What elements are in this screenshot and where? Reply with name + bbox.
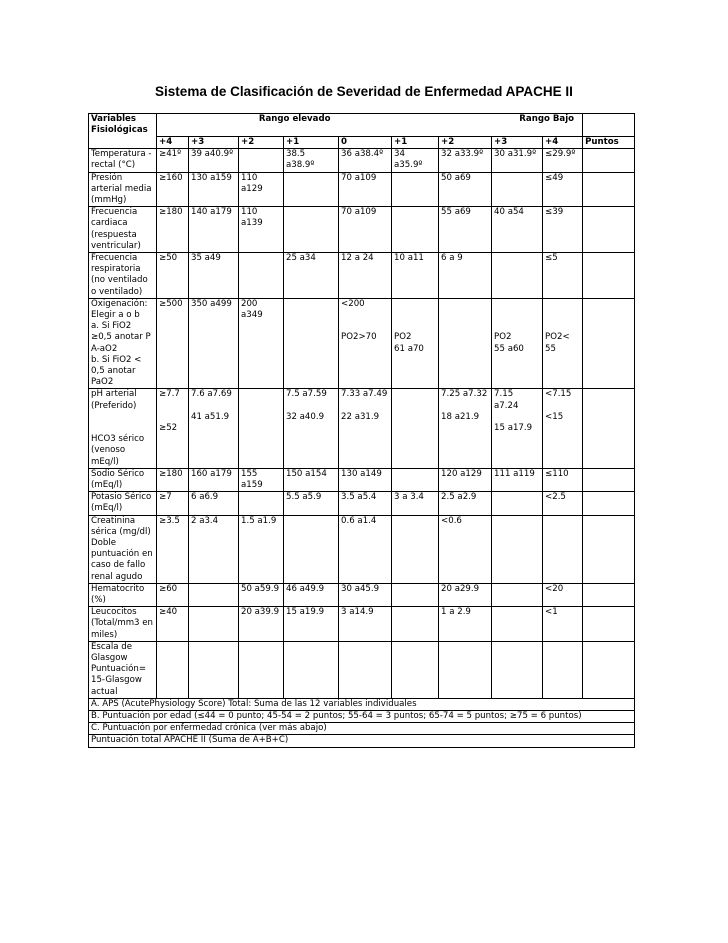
range-cell: 39 a40.9º [189,149,239,172]
variable-name: Creatinina sérica (mg/dl) Doble puntuación en caso de fallo renal agudo [89,515,157,583]
range-cell: 130 a159 [189,172,239,207]
range-cell [492,607,543,642]
range-cell: 46 a49.9 [284,583,339,606]
header-blank [89,136,157,148]
range-cell: <1 [543,607,583,642]
range-cell: 7.5 a7.59 32 a40.9 [284,389,339,468]
range-cell: 200 a349 [239,298,284,389]
header-empty-cell [583,114,635,137]
range-cell: PO2 55 a60 [492,298,543,389]
header-col: +3 [492,136,543,148]
page-title: Sistema de Clasificación de Severidad de Enfermedad APACHE II [155,84,573,99]
range-cell: 6 a 9 [439,252,492,298]
table-row [89,468,635,491]
table-row [89,641,635,698]
range-cell: <200 PO2>70 [339,298,392,389]
range-cell: 150 a154 [284,468,339,491]
range-cell: 30 a45.9 [339,583,392,606]
variable-name: Temperatura - rectal (°C) [89,149,157,172]
range-cell: 30 a31.9º [492,149,543,172]
range-cell [392,583,439,606]
range-cell: 2 a3.4 [189,515,239,583]
range-cell: ≥50 [157,252,189,298]
variable-name: Hematocrito (%) [89,583,157,606]
range-cell: ≥160 [157,172,189,207]
range-cell [492,641,543,698]
footer-text: B. Puntuación por edad (≤44 = 0 punto; 45-54 = 2 puntos; 55-64 = 3 puntos; 65-74 = 5 puntos; ≥75 = 6 puntos) [89,711,635,723]
points-cell [583,252,635,298]
footer-row [89,698,635,710]
points-cell [583,641,635,698]
range-cell: <7.15 <15 [543,389,583,468]
footer-text: Puntuación total APACHE II (Suma de A+B+C) [89,735,635,747]
range-cell: 32 a33.9º [439,149,492,172]
header-col: +1 [392,136,439,148]
range-cell: ≥3.5 [157,515,189,583]
range-cell [157,641,189,698]
range-cell: 55 a69 [439,207,492,253]
range-cell: 111 a119 [492,468,543,491]
range-cell [543,641,583,698]
range-cell: 110 a129 [239,172,284,207]
range-cell: ≥180 [157,207,189,253]
footer-row [89,711,635,723]
range-cell: 3.5 a5.4 [339,492,392,515]
range-cell: 160 a179 [189,468,239,491]
range-cell: ≤110 [543,468,583,491]
header-high-range: Rango elevado [157,114,339,137]
range-cell: 120 a129 [439,468,492,491]
table-row [89,298,635,389]
points-cell [583,207,635,253]
range-cell [239,149,284,172]
range-cell: 50 a59.9 [239,583,284,606]
range-cell [392,468,439,491]
range-cell [339,641,392,698]
table-row [89,515,635,583]
header-col: 0 [339,136,392,148]
range-cell: 10 a11 [392,252,439,298]
header-low-range: Rango Bajo [339,114,583,137]
range-cell: 0.6 a1.4 [339,515,392,583]
range-cell: ≥7 [157,492,189,515]
variable-name: pH arterial (Preferido) HCO3 sérico (venoso mEq/l) [89,389,157,468]
range-cell [439,641,492,698]
range-cell: 110 a139 [239,207,284,253]
header-points: Puntos [583,136,635,148]
range-cell [284,207,339,253]
range-cell [392,515,439,583]
range-cell: ≥7.7 ≥52 [157,389,189,468]
range-cell: 15 a19.9 [284,607,339,642]
range-cell [492,252,543,298]
header-variables: Variables Fisiológicas [89,114,157,137]
variable-name: Frecuencia respiratoria (no ventilado o ventilado) [89,252,157,298]
range-cell: 7.6 a7.69 41 a51.9 [189,389,239,468]
variable-name: Frecuencia cardiaca (respuesta ventricular) [89,207,157,253]
range-cell: 20 a39.9 [239,607,284,642]
range-cell [492,583,543,606]
range-cell: 7.25 a7.32 18 a21.9 [439,389,492,468]
range-cell [284,641,339,698]
range-cell: 5.5 a5.9 [284,492,339,515]
range-cell [492,172,543,207]
range-cell [239,641,284,698]
range-cell: 6 a6.9 [189,492,239,515]
range-cell: 7.15 a7.24 15 a17.9 [492,389,543,468]
header-row-2 [89,136,635,148]
range-cell: 130 a149 [339,468,392,491]
range-cell: 1 a 2.9 [439,607,492,642]
table-row [89,252,635,298]
range-cell: 38.5 a38.9º [284,149,339,172]
range-cell [392,389,439,468]
range-cell [239,252,284,298]
points-cell [583,607,635,642]
footer-row [89,735,635,747]
table-row [89,583,635,606]
range-cell [189,607,239,642]
range-cell: 50 a69 [439,172,492,207]
range-cell [543,515,583,583]
table-row [89,207,635,253]
range-cell: 3 a14.9 [339,607,392,642]
range-cell [392,172,439,207]
range-cell [439,298,492,389]
range-cell: 140 a179 [189,207,239,253]
range-cell: ≤29.9º [543,149,583,172]
table-row [89,492,635,515]
range-cell: ≥41º [157,149,189,172]
range-cell: 35 a49 [189,252,239,298]
variable-name: Escala de Glasgow Puntuación= 15-Glasgow actual [89,641,157,698]
range-cell [284,298,339,389]
range-cell: 7.33 a7.49 22 a31.9 [339,389,392,468]
points-cell [583,389,635,468]
range-cell [239,389,284,468]
points-cell [583,298,635,389]
points-cell [583,515,635,583]
range-cell: ≥40 [157,607,189,642]
range-cell [284,172,339,207]
range-cell: 34 a35.9º [392,149,439,172]
header-col: +4 [543,136,583,148]
header-col: +3 [189,136,239,148]
range-cell: 25 a34 [284,252,339,298]
table-row [89,389,635,468]
points-cell [583,492,635,515]
range-cell: PO2< 55 [543,298,583,389]
range-cell: <2.5 [543,492,583,515]
range-cell [492,515,543,583]
range-cell: 2.5 a2.9 [439,492,492,515]
apache-table [88,113,635,748]
range-cell [392,207,439,253]
table-row [89,172,635,207]
variable-name: Oxigenación: Elegir a o b a. Si FiO2 ≥0,5 anotar P A-aO2 b. Si FiO2 < 0,5 anotar PaO2 [89,298,157,389]
range-cell [392,641,439,698]
range-cell: ≥180 [157,468,189,491]
variable-name: Potasio Sérico (mEq/l) [89,492,157,515]
points-cell [583,149,635,172]
range-cell [492,492,543,515]
range-cell: PO2 61 a70 [392,298,439,389]
table-row [89,149,635,172]
header-row-1 [89,114,635,137]
header-col: +4 [157,136,189,148]
range-cell: ≤39 [543,207,583,253]
range-cell [239,492,284,515]
header-col: +1 [284,136,339,148]
footer-row [89,723,635,735]
range-cell: ≥500 [157,298,189,389]
range-cell: ≥60 [157,583,189,606]
points-cell [583,468,635,491]
range-cell: 155 a159 [239,468,284,491]
range-cell: 40 a54 [492,207,543,253]
range-cell: 12 a 24 [339,252,392,298]
range-cell [189,583,239,606]
range-cell: 350 a499 [189,298,239,389]
range-cell [392,607,439,642]
range-cell: 70 a109 [339,172,392,207]
range-cell [189,641,239,698]
points-cell [583,172,635,207]
range-cell: 3 a 3.4 [392,492,439,515]
range-cell: ≤5 [543,252,583,298]
points-cell [583,583,635,606]
footer-text: C. Puntuación por enfermedad crónica (ver más abajo) [89,723,635,735]
range-cell: <20 [543,583,583,606]
table-row [89,607,635,642]
variable-name: Presión arterial media (mmHg) [89,172,157,207]
variable-name: Sodio Sérico (mEq/l) [89,468,157,491]
header-col: +2 [439,136,492,148]
range-cell: ≤49 [543,172,583,207]
header-col: +2 [239,136,284,148]
variable-name: Leucocitos (Total/mm3 en miles) [89,607,157,642]
footer-text: A. APS (AcutePhysiology Score) Total: Suma de las 12 variables individuales [89,698,635,710]
range-cell: 1.5 a1.9 [239,515,284,583]
range-cell: 20 a29.9 [439,583,492,606]
range-cell: <0.6 [439,515,492,583]
range-cell: 36 a38.4º [339,149,392,172]
range-cell: 70 a109 [339,207,392,253]
range-cell [284,515,339,583]
